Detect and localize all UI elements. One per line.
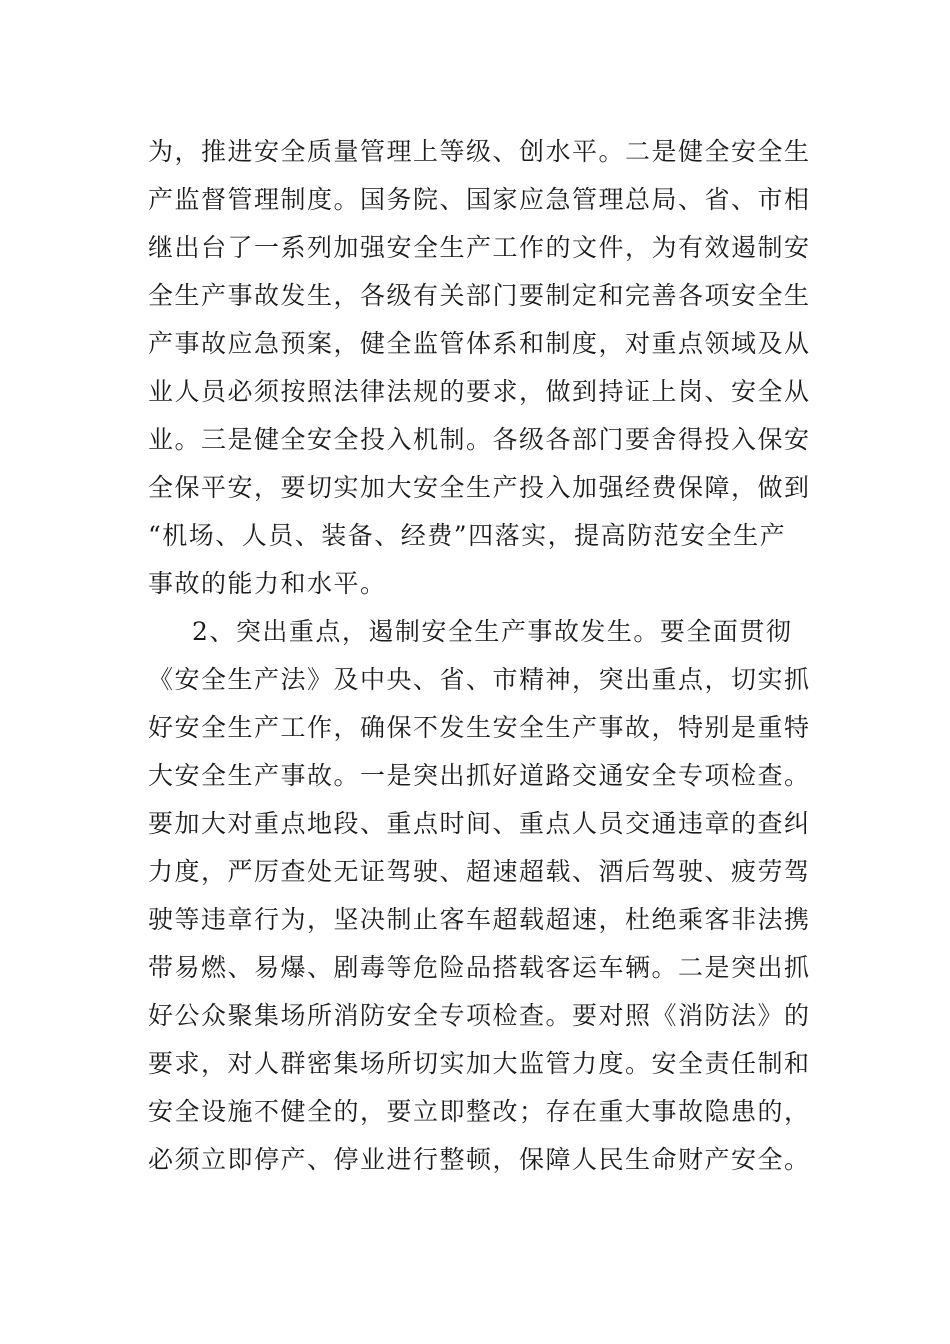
text-line: 产事故应急预案，健全监管体系和制度，对重点领域及从: [148, 329, 811, 358]
text-line: 驶等违章行为，坚决制止客车超载超速，杜绝乘客非法携: [148, 905, 811, 934]
text-line: 带易燃、易爆、剧毒等危险品搭载客运车辆。二是突出抓: [148, 953, 811, 982]
text-line: 产监督管理制度。国务院、国家应急管理总局、省、市相: [148, 185, 811, 214]
text-line: “机场、人员、装备、经费”四落实，提高防范安全生产: [148, 521, 787, 550]
text-line: 全生产事故发生，各级有关部门要制定和完善各项安全生: [148, 281, 811, 310]
text-line: 全保平安，要切实加大安全生产投入加强经费保障，做到: [148, 473, 811, 502]
text-line: 力度，严厉查处无证驾驶、超速超载、酒后驾驶、疲劳驾: [148, 857, 811, 886]
text-line: 《安全生产法》及中央、省、市精神，突出重点，切实抓: [148, 665, 811, 694]
text-line: 要求，对人群密集场所切实加大监管力度。安全责任制和: [148, 1049, 811, 1078]
text-line: 好公众聚集场所消防安全专项检查。要对照《消防法》的: [148, 1001, 811, 1030]
text-line: 业人员必须按照法律法规的要求，做到持证上岗、安全从: [148, 377, 811, 406]
text-line: 业。三是健全安全投入机制。各级各部门要舍得投入保安: [148, 425, 811, 454]
text-line: 为，推进安全质量管理上等级、创水平。二是健全安全生: [148, 137, 811, 166]
body-text: [148, 128, 811, 1184]
text-line: 要加大对重点地段、重点时间、重点人员交通违章的查纠: [148, 809, 811, 838]
text-line: 安全设施不健全的，要立即整改；存在重大事故隐患的，: [148, 1097, 811, 1126]
text-line: 必须立即停产、停业进行整顿，保障人民生命财产安全。: [148, 1145, 811, 1174]
text-line: 大安全生产事故。一是突出抓好道路交通安全专项检查。: [148, 761, 811, 790]
text-line: 继出台了一系列加强安全生产工作的文件，为有效遏制安: [148, 233, 811, 262]
text-line: 好安全生产工作，确保不发生安全生产事故，特别是重特: [148, 713, 811, 742]
text-line: 2、突出重点，遏制安全生产事故发生。要全面贯彻: [192, 617, 793, 646]
text-line: 事故的能力和水平。: [148, 569, 387, 598]
